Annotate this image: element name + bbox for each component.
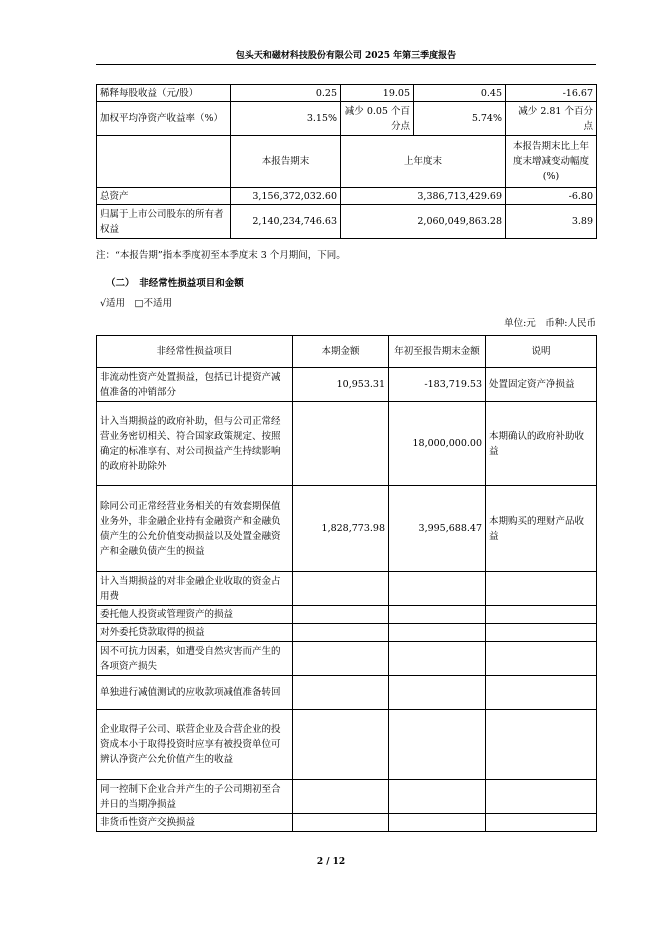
value-cell: 减少 2.81 个百分点 — [506, 102, 597, 136]
description-cell — [486, 814, 597, 832]
row-label: 加权平均净资产收益率（%） — [97, 102, 231, 136]
value-cell: -16.67 — [506, 85, 597, 102]
table-row — [97, 814, 597, 832]
description-cell — [486, 642, 597, 676]
value-cell: 5.74% — [414, 102, 506, 136]
ytd-amount-cell — [389, 642, 486, 676]
table-row — [97, 676, 597, 710]
column-header: 本报告期末 — [231, 136, 341, 188]
item-cell: 非货币性资产交换损益 — [97, 814, 293, 832]
ytd-amount-cell — [389, 606, 486, 624]
table-row — [97, 486, 597, 572]
table-row — [97, 606, 597, 624]
description-cell: 本期确认的政府补助收益 — [486, 402, 597, 486]
item-cell: 除同公司正常经营业务相关的有效套期保值业务外，非金融企业持有金融资产和金融负债产生的公允价值变动损益以及处置金融资产和金融负债产生的损益 — [97, 486, 293, 572]
column-header: 上年度末 — [341, 136, 506, 188]
description-cell — [486, 606, 597, 624]
current-amount-cell — [293, 780, 389, 814]
column-header: 本期金额 — [293, 336, 389, 368]
page-number: 2 / 12 — [316, 857, 346, 867]
description-cell — [486, 676, 597, 710]
item-cell: 计入当期损益的政府补助，但与公司正常经营业务密切相关、符合国家政策规定、按照确定的标准享有、对公司损益产生持续影响的政府补助除外 — [97, 402, 293, 486]
table-row — [97, 188, 597, 205]
table-header-row — [97, 336, 597, 368]
item-cell: 因不可抗力因素，如遭受自然灾害而产生的各项资产损失 — [97, 642, 293, 676]
column-header: 说明 — [486, 336, 597, 368]
table-row — [97, 780, 597, 814]
value-cell: 19.05 — [341, 85, 414, 102]
column-header: 年初至报告期末金额 — [389, 336, 486, 368]
current-amount-cell — [293, 624, 389, 642]
item-cell: 同一控制下企业合并产生的子公司期初至合并日的当期净损益 — [97, 780, 293, 814]
value-cell: 3,386,713,429.69 — [341, 188, 506, 205]
non-recurring-items-table — [96, 335, 597, 832]
ytd-amount-cell — [389, 624, 486, 642]
table-row — [97, 572, 597, 606]
description-cell — [486, 710, 597, 780]
current-amount-cell: 10,953.31 — [293, 368, 389, 402]
item-cell: 委托他人投资或管理资产的损益 — [97, 606, 293, 624]
value-cell: 3.15% — [231, 102, 341, 136]
empty-cell — [97, 136, 231, 188]
description-cell — [486, 624, 597, 642]
current-amount-cell — [293, 402, 389, 486]
value-cell: 0.25 — [231, 85, 341, 102]
financial-indicators-table — [96, 84, 597, 239]
current-amount-cell — [293, 572, 389, 606]
table-row — [97, 624, 597, 642]
description-cell: 处置固定资产净损益 — [486, 368, 597, 402]
column-header: 非经常性损益项目 — [97, 336, 293, 368]
item-cell: 单独进行减值测试的应收款项减值准备转回 — [97, 676, 293, 710]
value-cell: 减少 0.05 个百分点 — [341, 102, 414, 136]
row-label: 总资产 — [97, 188, 231, 205]
row-label: 归属于上市公司股东的所有者权益 — [97, 205, 231, 239]
table-row — [97, 642, 597, 676]
section-title: （二） 非经常性损益项目和金额 — [106, 278, 244, 289]
value-cell: 2,140,234,746.63 — [231, 205, 341, 239]
ytd-amount-cell: 3,995,688.47 — [389, 486, 486, 572]
table-note: 注：“本报告期”指本季度初至本季度末 3 个月期间，下同。 — [96, 250, 346, 261]
table-header-row — [97, 136, 597, 188]
current-amount-cell — [293, 710, 389, 780]
table-row — [97, 368, 597, 402]
ytd-amount-cell: 18,000,000.00 — [389, 402, 486, 486]
item-cell: 企业取得子公司、联营企业及合营企业的投资成本小于取得投资时应享有被投资单位可辨认净资产公允价值产生的收益 — [97, 710, 293, 780]
column-header: 本报告期末比上年度末增减变动幅度(%) — [506, 136, 597, 188]
current-amount-cell — [293, 814, 389, 832]
item-cell: 对外委托贷款取得的损益 — [97, 624, 293, 642]
value-cell: -6.80 — [506, 188, 597, 205]
value-cell: 3.89 — [506, 205, 597, 239]
table-row — [97, 402, 597, 486]
current-amount-cell — [293, 676, 389, 710]
current-amount-cell: 1,828,773.98 — [293, 486, 389, 572]
description-cell — [486, 780, 597, 814]
table-row — [97, 710, 597, 780]
table-row — [97, 85, 597, 102]
ytd-amount-cell: -183,719.53 — [389, 368, 486, 402]
value-cell: 0.45 — [414, 85, 506, 102]
ytd-amount-cell — [389, 676, 486, 710]
unit-label: 单位:元 币种:人民币 — [504, 318, 596, 329]
ytd-amount-cell — [389, 572, 486, 606]
ytd-amount-cell — [389, 814, 486, 832]
current-amount-cell — [293, 606, 389, 624]
item-cell: 非流动性资产处置损益，包括已计提资产减值准备的冲销部分 — [97, 368, 293, 402]
applicability-checkbox-line: √适用 □不适用 — [100, 298, 173, 309]
item-cell: 计入当期损益的对非金融企业收取的资金占用费 — [97, 572, 293, 606]
page-header: 包头天和磁材科技股份有限公司 2025 年第三季度报告 — [96, 48, 596, 65]
row-label: 稀释每股收益（元/股） — [97, 85, 231, 102]
value-cell: 2,060,049,863.28 — [341, 205, 506, 239]
description-cell — [486, 572, 597, 606]
table-row — [97, 205, 597, 239]
ytd-amount-cell — [389, 710, 486, 780]
current-amount-cell — [293, 642, 389, 676]
description-cell: 本期购买的理财产品收益 — [486, 486, 597, 572]
value-cell: 3,156,372,032.60 — [231, 188, 341, 205]
table-row — [97, 102, 597, 136]
ytd-amount-cell — [389, 780, 486, 814]
